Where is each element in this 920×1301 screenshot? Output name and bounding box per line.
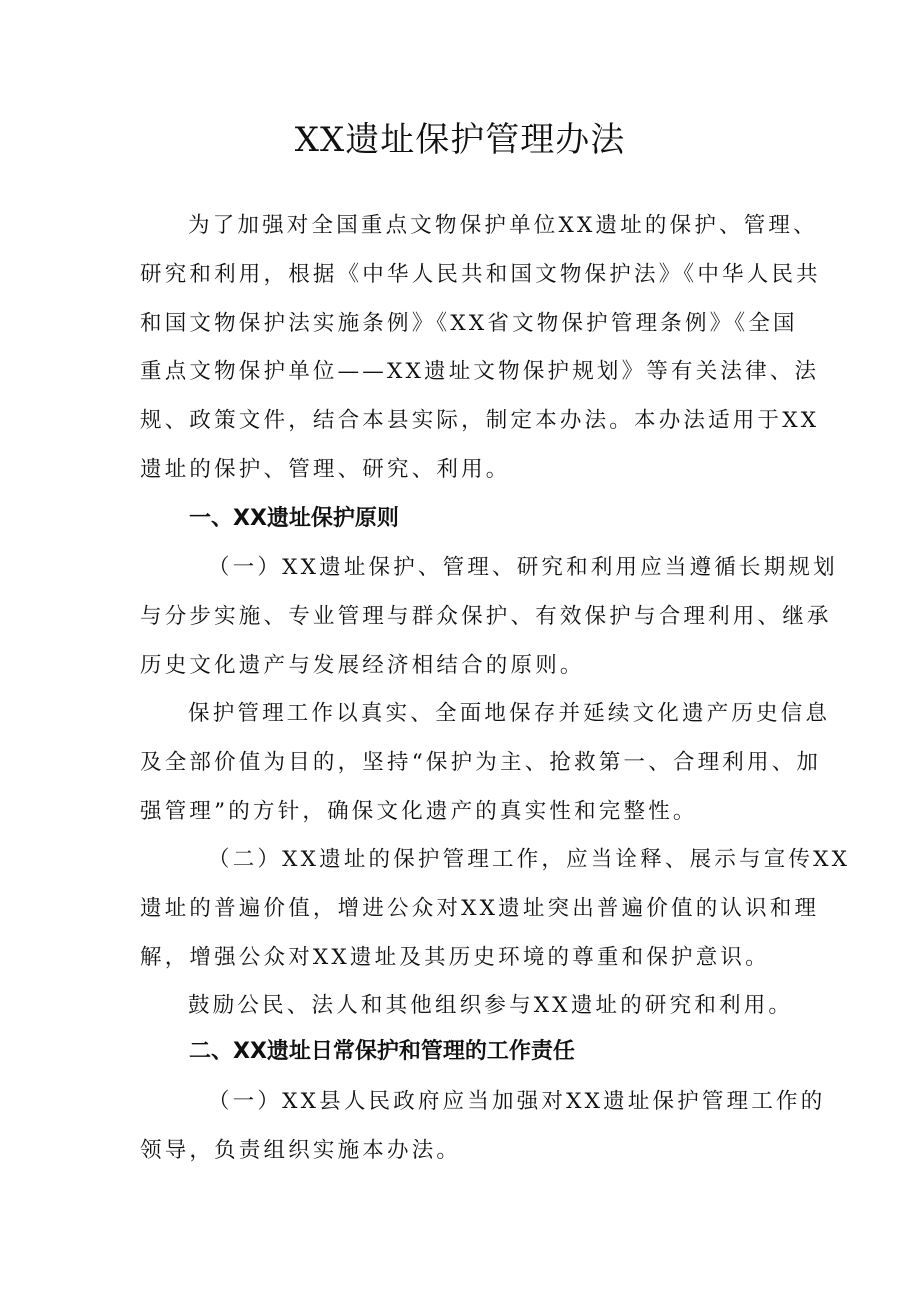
text-line: 为了加强对全国重点文物保护单位XX遗址的保护、管理、	[188, 213, 818, 238]
text-line: 和国文物保护法实施条例》《XX省文物保护管理条例》《全国	[140, 310, 798, 336]
text-line: 规、政策文件，结合本县实际，制定本办法。本办法适用于XX	[140, 408, 820, 434]
text-line: 与分步实施、专业管理与群众保护、有效保护与合理利用、继承	[140, 603, 832, 629]
section1-item1	[140, 544, 838, 690]
text-line: 解，增强公众对XX遗址及其历史环境的尊重和保护意识。	[140, 944, 770, 970]
section1-paragraph2	[140, 982, 794, 1031]
text-line: 及全部价值为目的，坚持“保护为主、抢救第一、合理利用、加	[140, 749, 822, 775]
intro-paragraph	[140, 202, 821, 495]
text-line: 鼓励公民、法人和其他组织参与XX遗址的研究和利用。	[188, 993, 794, 1018]
section-heading-2: 二、XX遗址日常保护和管理的工作责任	[189, 1039, 575, 1064]
text-line: 保护管理工作以真实、全面地保存并延续文化遗产历史信息	[188, 701, 831, 726]
section1-paragraph1	[140, 690, 831, 836]
text-line: 历史文化遗产与发展经济相结合的原则。	[140, 652, 585, 678]
text-line: 遗址的保护、管理、研究、利用。	[140, 456, 511, 482]
text-line: 领导，负责组织实施本办法。	[140, 1137, 462, 1163]
text-line: 遗址的普遍价值，增进公众对XX遗址突出普遍价值的认识和理	[140, 895, 820, 921]
section1-item2	[140, 836, 851, 982]
text-line: （二）XX遗址的保护管理工作，应当诠释、展示与宣传XX	[208, 847, 851, 872]
text-line: 研究和利用，根据《中华人民共和国文物保护法》《中华人民共	[140, 261, 821, 287]
text-line: （一）XX遗址保护、管理、研究和利用应当遵循长期规划	[208, 555, 838, 580]
text-line: 重点文物保护单位——XX遗址文物保护规划》等有关法律、法	[140, 359, 820, 385]
section-heading-1: 一、XX遗址保护原则	[189, 506, 399, 531]
document-title: XX遗址保护管理办法	[294, 120, 626, 160]
section2-item1	[140, 1078, 826, 1176]
text-line: （一）XX县人民政府应当加强对XX遗址保护管理工作的	[208, 1089, 826, 1114]
text-line: 强管理”的方针，确保文化遗产的真实性和完整性。	[140, 798, 698, 824]
